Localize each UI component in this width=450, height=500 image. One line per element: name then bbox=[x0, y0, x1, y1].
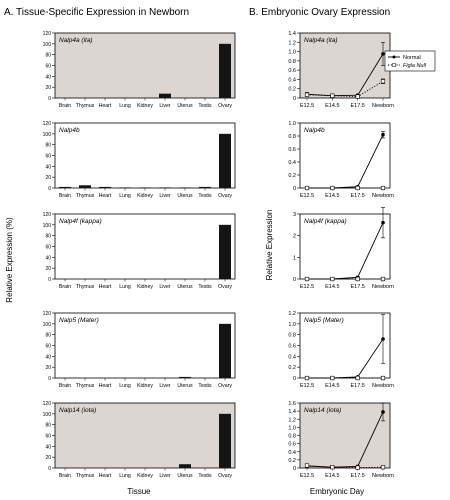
point-figla-null bbox=[381, 186, 385, 190]
legend bbox=[385, 51, 435, 71]
y-tick-label: 0.2 bbox=[288, 365, 296, 372]
x-tick-label-liver: Liver bbox=[159, 473, 171, 479]
bar-ovary bbox=[219, 414, 231, 468]
x-tick-label-thymus: Thymus bbox=[75, 383, 95, 389]
y-tick-label: 0.4 bbox=[288, 449, 296, 456]
bar-liver bbox=[159, 94, 171, 98]
y-tick-label: 1 bbox=[292, 255, 296, 262]
x-tick-label-ovary: Ovary bbox=[218, 103, 232, 109]
x-tick-label: E12.5 bbox=[299, 193, 315, 199]
line-chart-5 bbox=[288, 401, 394, 479]
chart-title: Nalp4a (ita) bbox=[304, 37, 338, 44]
x-tick-label-brain: Brain bbox=[58, 193, 72, 199]
y-tick-label: 0 bbox=[292, 186, 296, 192]
x-tick-label-thymus: Thymus bbox=[75, 103, 95, 109]
x-tick-label: E12.5 bbox=[299, 103, 315, 109]
x-tick-label: E17.5 bbox=[350, 284, 365, 290]
x-tick-label-testis: Testis bbox=[198, 473, 212, 479]
y-tick-label: 80 bbox=[45, 233, 51, 240]
y-tick-label: 100 bbox=[42, 131, 51, 138]
x-tick-label-uterus: Uterus bbox=[177, 473, 193, 479]
bar-uterus bbox=[179, 187, 191, 188]
x-tick-label-heart: Heart bbox=[98, 103, 112, 109]
y-tick-label: 0 bbox=[48, 96, 51, 102]
y-tick-label: 60 bbox=[45, 63, 51, 70]
x-tick-label-thymus: Thymus bbox=[75, 193, 95, 199]
point-figla-null bbox=[381, 465, 385, 469]
bar-liver bbox=[159, 187, 171, 188]
bar-chart-1 bbox=[43, 31, 235, 109]
y-tick-label: 100 bbox=[42, 321, 51, 328]
chart-title: Nalp5 (Mater) bbox=[59, 317, 99, 324]
y-tick-label: 40 bbox=[45, 444, 51, 451]
bar-thymus bbox=[79, 185, 91, 188]
bar-kidney bbox=[139, 187, 151, 188]
x-tick-label-lung: Lung bbox=[119, 193, 131, 199]
y-tick-label: 60 bbox=[45, 343, 51, 350]
x-tick-label-thymus: Thymus bbox=[75, 284, 95, 290]
x-tick-label: Newborn bbox=[371, 383, 395, 389]
x-tick-label-heart: Heart bbox=[98, 284, 112, 290]
x-tick-label: Newborn bbox=[371, 193, 395, 199]
bar-chart-5 bbox=[43, 401, 235, 479]
x-tick-label-brain: Brain bbox=[58, 284, 72, 290]
y-tick-label: 0 bbox=[292, 96, 296, 102]
y-tick-label: 0.4 bbox=[288, 354, 296, 361]
x-tick-label-liver: Liver bbox=[159, 383, 171, 389]
bar-uterus bbox=[179, 377, 191, 378]
y-tick-label: 1.4 bbox=[288, 409, 296, 416]
y-tick-label: 2 bbox=[292, 233, 296, 240]
y-tick-label: 80 bbox=[45, 332, 51, 339]
bar-chart-3 bbox=[43, 212, 235, 290]
left-x-axis-label: Tissue bbox=[127, 487, 151, 496]
x-tick-label-brain: Brain bbox=[58, 103, 72, 109]
y-tick-label: 80 bbox=[45, 422, 51, 429]
x-tick-label-kidney: Kidney bbox=[137, 103, 153, 109]
y-tick-label: 60 bbox=[45, 433, 51, 440]
point-normal bbox=[381, 221, 385, 225]
point-figla-null bbox=[331, 465, 335, 469]
x-tick-label-kidney: Kidney bbox=[137, 473, 153, 479]
y-tick-label: 0.6 bbox=[288, 147, 296, 153]
y-tick-label: 20 bbox=[45, 455, 51, 462]
x-tick-label-heart: Heart bbox=[98, 473, 112, 479]
y-tick-label: 0.8 bbox=[288, 58, 296, 65]
chart-title: Nalp4f (kappa) bbox=[304, 218, 347, 225]
x-tick-label-heart: Heart bbox=[98, 383, 112, 389]
y-tick-label: 0 bbox=[292, 466, 296, 472]
line-chart-4 bbox=[288, 311, 394, 389]
point-figla-null bbox=[356, 186, 360, 190]
line-chart-3 bbox=[293, 208, 394, 291]
point-figla-null bbox=[305, 376, 309, 380]
point-figla-null bbox=[356, 277, 360, 281]
y-tick-label: 20 bbox=[45, 85, 51, 92]
x-tick-label-liver: Liver bbox=[159, 284, 171, 290]
point-figla-null bbox=[331, 94, 335, 98]
x-tick-label-testis: Testis bbox=[198, 193, 212, 199]
point-figla-null bbox=[331, 186, 335, 190]
bar-ovary bbox=[219, 44, 231, 98]
y-tick-label: 80 bbox=[45, 142, 51, 149]
y-tick-label: 1.2 bbox=[288, 40, 296, 47]
x-tick-label-brain: Brain bbox=[58, 473, 72, 479]
point-normal bbox=[381, 337, 385, 341]
y-tick-label: 120 bbox=[42, 212, 51, 218]
bar-chart-4 bbox=[43, 311, 235, 389]
y-tick-label: 0.4 bbox=[288, 160, 296, 166]
y-tick-label: 1.6 bbox=[288, 401, 296, 407]
y-tick-label: 1.2 bbox=[288, 417, 296, 424]
y-tick-label: 100 bbox=[42, 41, 51, 48]
y-tick-label: 40 bbox=[45, 354, 51, 361]
y-tick-label: 60 bbox=[45, 244, 51, 251]
x-tick-label: E12.5 bbox=[299, 284, 315, 290]
bar-lung bbox=[119, 187, 131, 188]
bar-uterus bbox=[179, 464, 191, 468]
y-tick-label: 3 bbox=[292, 212, 296, 218]
y-tick-label: 1.0 bbox=[288, 425, 296, 432]
chart-title: Nalp4b bbox=[304, 127, 325, 134]
bar-brain bbox=[59, 187, 71, 188]
legend-label-normal: Normal bbox=[403, 55, 421, 61]
legend-label-figla-null: Figla Null bbox=[403, 63, 426, 69]
panel-b-heading: B. Embryonic Ovary Expression bbox=[249, 7, 391, 18]
y-tick-label: 20 bbox=[45, 266, 51, 273]
y-tick-label: 40 bbox=[45, 164, 51, 171]
point-normal bbox=[381, 52, 385, 56]
y-tick-label: 0.2 bbox=[288, 457, 296, 464]
y-tick-label: 0.8 bbox=[288, 433, 296, 440]
y-tick-label: 0 bbox=[48, 186, 51, 192]
x-tick-label-ovary: Ovary bbox=[218, 193, 232, 199]
chart-title: Nalp4a (ita) bbox=[59, 37, 93, 44]
x-tick-label: Newborn bbox=[371, 103, 395, 109]
y-tick-label: 100 bbox=[42, 411, 51, 418]
y-tick-label: 20 bbox=[45, 175, 51, 182]
point-figla-null bbox=[331, 277, 335, 281]
x-tick-label-testis: Testis bbox=[198, 383, 212, 389]
y-tick-label: 0.2 bbox=[288, 173, 296, 179]
x-tick-label-ovary: Ovary bbox=[218, 284, 232, 290]
chart-title: Nalp5 (Mater) bbox=[304, 317, 344, 324]
chart-title: Nalp14 (iota) bbox=[304, 407, 342, 414]
x-tick-label-ovary: Ovary bbox=[218, 473, 232, 479]
y-tick-label: 40 bbox=[45, 74, 51, 81]
point-figla-null bbox=[381, 79, 385, 83]
x-tick-label-uterus: Uterus bbox=[177, 103, 193, 109]
y-tick-label: 0 bbox=[48, 376, 51, 382]
y-tick-label: 0.6 bbox=[288, 343, 296, 350]
x-tick-label-uterus: Uterus bbox=[177, 193, 193, 199]
y-tick-label: 40 bbox=[45, 255, 51, 262]
y-tick-label: 0.4 bbox=[288, 77, 296, 84]
x-tick-label-lung: Lung bbox=[119, 103, 131, 109]
plot-area bbox=[55, 123, 235, 188]
y-tick-label: 0.6 bbox=[288, 68, 296, 75]
y-tick-label: 100 bbox=[42, 222, 51, 229]
panel-a-heading: A. Tissue-Specific Expression in Newborn bbox=[4, 7, 190, 18]
x-tick-label: Newborn bbox=[371, 473, 395, 479]
line-chart-1 bbox=[288, 31, 435, 109]
point-figla-null bbox=[381, 376, 385, 380]
y-tick-label: 120 bbox=[42, 311, 51, 317]
x-tick-label: E12.5 bbox=[299, 383, 315, 389]
x-tick-label-uterus: Uterus bbox=[177, 284, 193, 290]
point-normal bbox=[381, 410, 385, 414]
y-tick-label: 1.2 bbox=[288, 311, 296, 317]
bar-ovary bbox=[219, 225, 231, 279]
y-tick-label: 120 bbox=[42, 121, 51, 127]
x-tick-label: E14.5 bbox=[325, 103, 340, 109]
x-tick-label: E14.5 bbox=[325, 383, 340, 389]
point-figla-null bbox=[356, 95, 360, 99]
point-figla-null bbox=[381, 277, 385, 281]
x-tick-label: E12.5 bbox=[299, 473, 315, 479]
x-tick-label-testis: Testis bbox=[198, 103, 212, 109]
y-tick-label: 80 bbox=[45, 52, 51, 59]
y-tick-label: 0.6 bbox=[288, 441, 296, 448]
x-tick-label: E14.5 bbox=[325, 193, 340, 199]
right-x-axis-label: Embryonic Day bbox=[309, 487, 365, 496]
x-tick-label-kidney: Kidney bbox=[137, 193, 153, 199]
y-tick-label: 120 bbox=[42, 401, 51, 407]
y-tick-label: 0.8 bbox=[288, 332, 296, 339]
point-figla-null bbox=[356, 466, 360, 470]
y-tick-label: 1.0 bbox=[288, 121, 296, 127]
x-tick-label: E14.5 bbox=[325, 473, 340, 479]
y-tick-label: 0.8 bbox=[288, 134, 296, 140]
point-figla-null bbox=[331, 376, 335, 380]
x-tick-label: E17.5 bbox=[350, 473, 365, 479]
left-y-axis-label: Relative Expression (%) bbox=[5, 217, 14, 303]
x-tick-label-lung: Lung bbox=[119, 284, 131, 290]
y-tick-label: 1.0 bbox=[288, 321, 296, 328]
x-tick-label: E17.5 bbox=[350, 383, 365, 389]
x-tick-label-liver: Liver bbox=[159, 103, 171, 109]
point-figla-null bbox=[356, 376, 360, 380]
x-tick-label-brain: Brain bbox=[58, 383, 72, 389]
y-tick-label: 20 bbox=[45, 365, 51, 372]
point-figla-null bbox=[305, 277, 309, 281]
y-tick-label: 1.4 bbox=[288, 31, 296, 37]
y-tick-label: 0.2 bbox=[288, 86, 296, 93]
point-figla-null bbox=[305, 464, 309, 468]
x-tick-label-lung: Lung bbox=[119, 473, 131, 479]
chart-title: Nalp14 (iota) bbox=[59, 407, 97, 414]
x-tick-label: E17.5 bbox=[350, 103, 365, 109]
x-tick-label-ovary: Ovary bbox=[218, 383, 232, 389]
y-tick-label: 60 bbox=[45, 153, 51, 160]
x-tick-label-thymus: Thymus bbox=[75, 473, 95, 479]
x-tick-label-liver: Liver bbox=[159, 193, 171, 199]
line-chart-2 bbox=[288, 121, 394, 199]
right-y-axis-label: Relative Expression bbox=[265, 209, 274, 281]
x-tick-label-uterus: Uterus bbox=[177, 383, 193, 389]
y-tick-label: 0 bbox=[292, 277, 296, 283]
bar-heart bbox=[99, 187, 111, 188]
x-tick-label-lung: Lung bbox=[119, 383, 131, 389]
bar-ovary bbox=[219, 134, 231, 188]
chart-panels bbox=[43, 31, 435, 479]
bar-testis bbox=[199, 187, 211, 188]
x-tick-label-kidney: Kidney bbox=[137, 284, 153, 290]
x-tick-label: Newborn bbox=[371, 284, 395, 290]
y-tick-label: 1.0 bbox=[288, 49, 296, 56]
y-tick-label: 120 bbox=[42, 31, 51, 37]
x-tick-label: E17.5 bbox=[350, 193, 365, 199]
legend-marker-normal bbox=[393, 56, 396, 59]
y-tick-label: 0 bbox=[48, 277, 51, 283]
bar-ovary bbox=[219, 324, 231, 378]
chart-title: Nalp4b bbox=[59, 127, 80, 134]
x-tick-label: E14.5 bbox=[325, 284, 340, 290]
bar-chart-2 bbox=[43, 121, 235, 199]
y-tick-label: 0 bbox=[292, 376, 296, 382]
x-tick-label-heart: Heart bbox=[98, 193, 112, 199]
x-tick-label-kidney: Kidney bbox=[137, 383, 153, 389]
chart-title: Nalp4f (kappa) bbox=[59, 218, 102, 225]
y-tick-label: 0 bbox=[48, 466, 51, 472]
point-figla-null bbox=[305, 93, 309, 97]
point-figla-null bbox=[305, 186, 309, 190]
point-normal bbox=[381, 133, 385, 137]
x-tick-label-testis: Testis bbox=[198, 284, 212, 290]
legend-marker-figla-null bbox=[393, 64, 396, 67]
